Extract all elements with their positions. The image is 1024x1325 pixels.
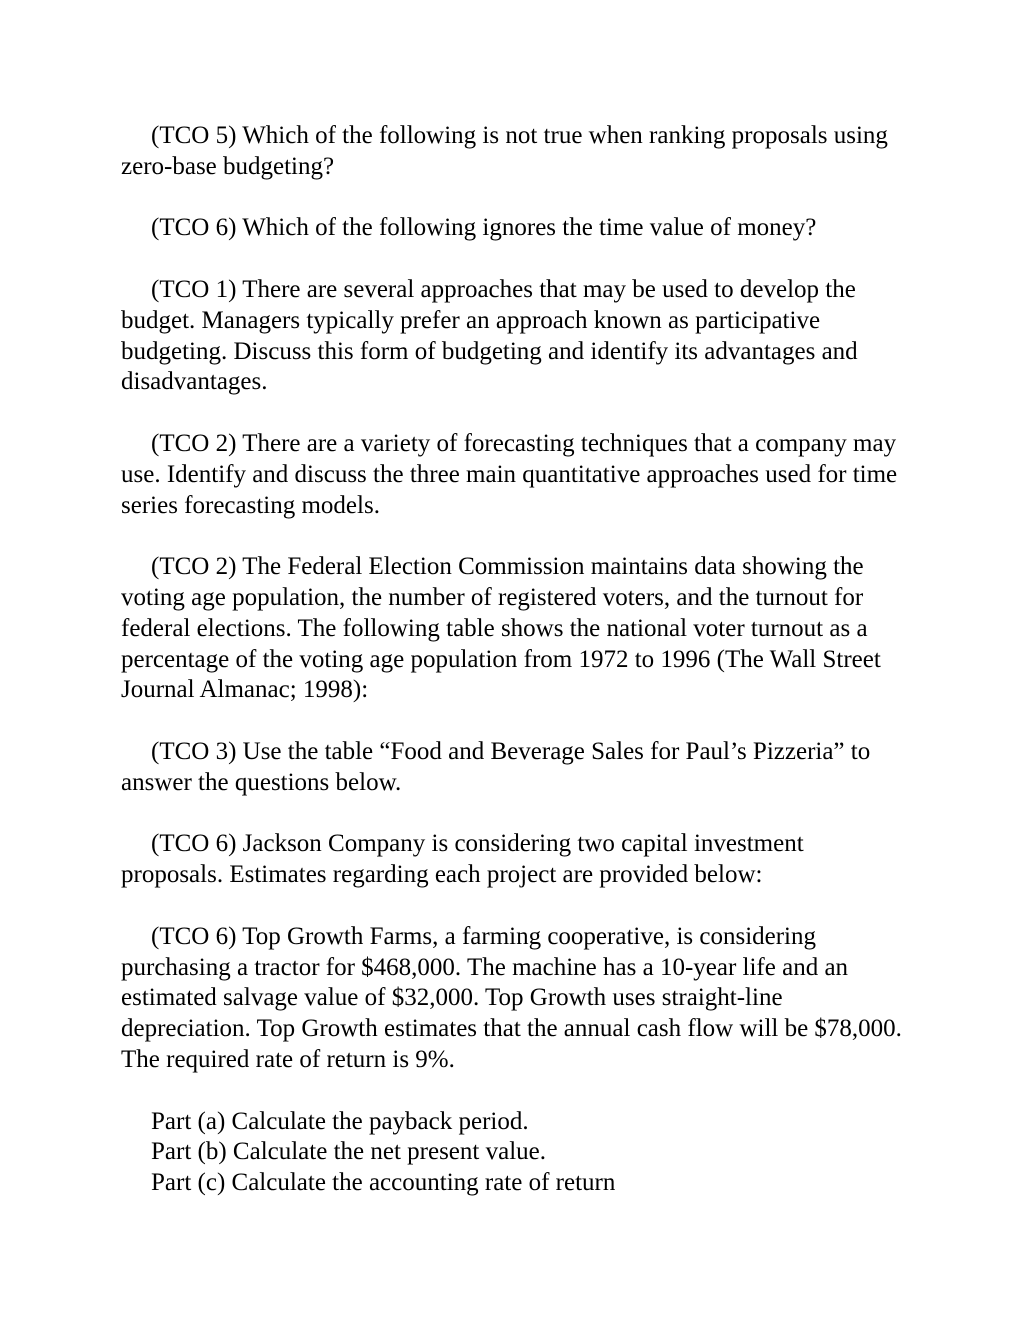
question-parts-list: [121, 1107, 911, 1199]
part-a: Part (a) Calculate the payback period.: [151, 1107, 529, 1135]
question-tco6-jackson: (TCO 6) Jackson Company is considering two capital investment proposals. Estimates regarding each project are provided below:: [121, 830, 804, 889]
question-tco5-zero-base: (TCO 5) Which of the following is not true when ranking proposals using zero-base budgeting?: [121, 122, 888, 180]
question-tco6-top-growth: (TCO 6) Top Growth Farms, a farming cooperative, is considering purchasing a tractor for $468,000. The machine has a 10-year life and an estimated salvage value of $32,000. Top Growth uses straight-line depreciation. Top Growth estimates that the annual cash flow will be $78,000. The required rate of return is 9%.: [121, 922, 902, 1073]
question-tco6-time-value: (TCO 6) Which of the following ignores the time value of money?: [151, 214, 817, 242]
question-tco3-pizzeria: (TCO 3) Use the table “Food and Beverage Sales for Paul’s Pizzeria” to answer the questions below.: [121, 737, 871, 796]
part-c: Part (c) Calculate the accounting rate of return: [151, 1169, 616, 1197]
part-b: Part (b) Calculate the net present value.: [151, 1138, 546, 1166]
question-tco2-forecasting: (TCO 2) There are a variety of forecasting techniques that a company may use. Identify and discuss the three main quantitative approaches used for time series forecasting models.: [121, 429, 898, 519]
question-tco2-voter-turnout: (TCO 2) The Federal Election Commission maintains data showing the voting age population, the number of registered voters, and the turnout for federal elections. The following table shows the national voter turnout as a percentage of the voting age population from 1972 to 1996 (The Wall Street Journal Almanac; 1998):: [121, 553, 881, 704]
question-tco1-participative-budgeting: (TCO 1) There are several approaches that may be used to develop the budget. Managers typically prefer an approach known as participative budgeting. Discuss this form of budgeting and identify its advantages and disadvantages.: [121, 275, 858, 396]
document-body: [121, 121, 911, 1199]
